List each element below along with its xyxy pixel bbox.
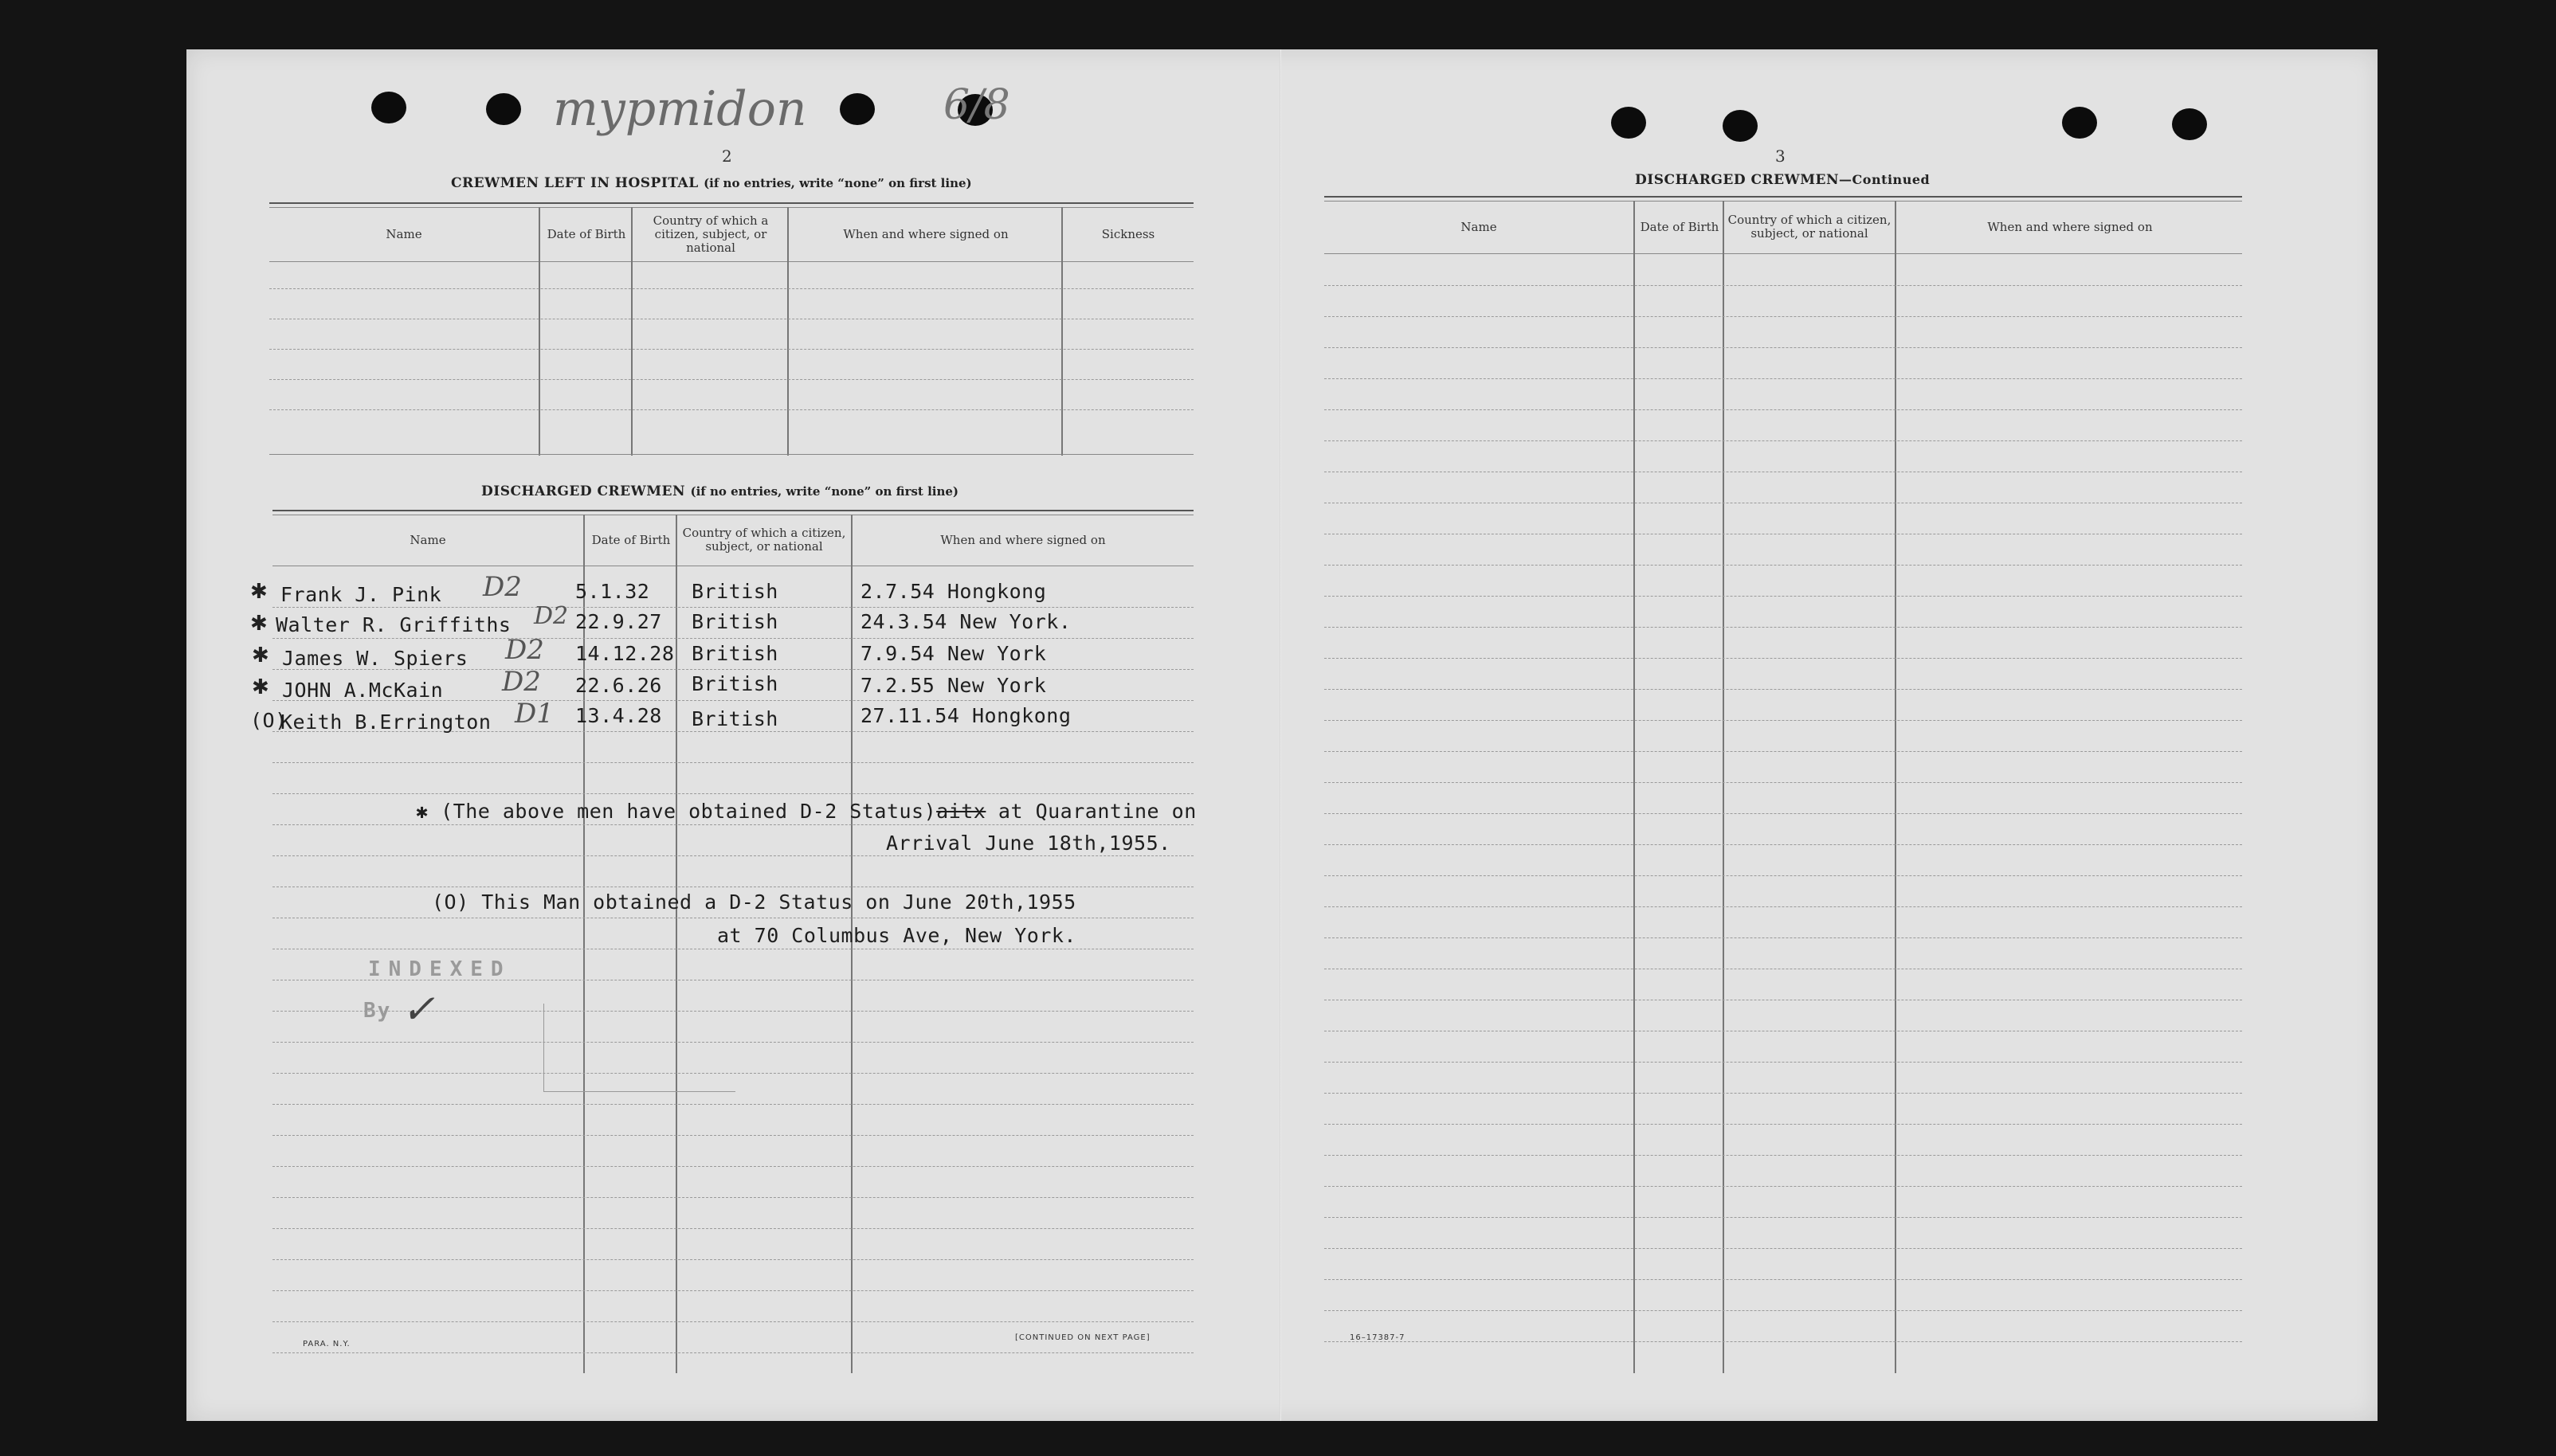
table-rule [269, 261, 1194, 262]
asterisk-mark: ✱ [252, 644, 269, 667]
column-divider [787, 207, 789, 456]
remark-d2-june20-line1: (O) This Man obtained a D-2 Status on June 20th,1955 [432, 890, 1076, 914]
crew-country: British [692, 672, 778, 695]
manifest-sheet [186, 49, 2378, 1421]
punch-hole [1723, 110, 1758, 142]
table-rule [269, 202, 1194, 204]
handwritten-ship-name: mypmidon [553, 81, 807, 137]
crew-country: British [692, 642, 778, 665]
column-divider [539, 207, 540, 456]
asterisk-mark: ✱ [252, 675, 269, 699]
ruled-line [1324, 937, 2242, 938]
ruled-line [1324, 409, 2242, 410]
table-rule [1324, 201, 2242, 202]
ruled-line [1324, 440, 2242, 441]
hospital-col-name: Name [386, 226, 422, 241]
ruled-line [1324, 285, 2242, 286]
discharged-title-note: (if no entries, write “none” on first line) [690, 484, 959, 499]
column-divider [1061, 207, 1063, 456]
ruled-line [272, 855, 1194, 856]
punch-hole [371, 92, 406, 123]
hospital-col-signed-on: When and where signed on [843, 226, 1009, 241]
ruled-line [1324, 565, 2242, 566]
crew-name: Walter R. Griffiths [276, 613, 512, 636]
crew-name: Keith B.Errington [280, 710, 492, 734]
crew-dob: 5.1.32 [575, 580, 650, 603]
punch-hole [840, 93, 875, 125]
ruled-line [1324, 1248, 2242, 1249]
crew-name: Frank J. Pink [280, 583, 442, 606]
right-col-signed-on: When and where signed on [1987, 219, 2153, 234]
indexed-stamp-by: By [363, 999, 392, 1023]
crew-name: James W. Spiers [282, 647, 468, 670]
table-rule [1324, 196, 2242, 198]
hospital-col-country: Country of which a citizen, subject, or national [653, 213, 769, 255]
remark-d2-text-b: at Quarantine on [986, 800, 1197, 823]
ruled-line [269, 379, 1194, 380]
hospital-col-sickness: Sickness [1101, 226, 1155, 241]
handwritten-initials: D2 [483, 571, 522, 603]
right-col-country: Country of which a citizen, subject, or national [1727, 213, 1892, 241]
remark-d2-status-line2: Arrival June 18th,1955. [886, 832, 1171, 855]
ruled-line [269, 349, 1194, 350]
column-divider [676, 515, 677, 1373]
ruled-line [272, 1135, 1194, 1136]
column-divider [1895, 201, 1896, 1373]
ruled-line [272, 1166, 1194, 1167]
ruled-line [269, 288, 1194, 289]
discharged-col-dob: Date of Birth [591, 532, 671, 547]
ruled-line [1324, 875, 2242, 876]
ruled-line [272, 1259, 1194, 1260]
circle-o-mark: (O) [250, 709, 288, 732]
footer-form-number: 16–17387-7 [1350, 1333, 1405, 1342]
ruled-line [272, 824, 1194, 825]
ruled-line [1324, 906, 2242, 907]
ruled-line [1324, 689, 2242, 690]
remark-d2-text: ✱ (The above men have obtained D-2 Status) [416, 800, 937, 823]
right-title-suffix: —Continued [1839, 172, 1931, 187]
ruled-line [1324, 1217, 2242, 1218]
crew-signed-on: 7.9.54 New York [860, 642, 1047, 665]
crew-signed-on: 7.2.55 New York [860, 674, 1047, 697]
crew-signed-on: 2.7.54 Hongkong [860, 580, 1047, 603]
footer-para: PARA. N.Y. [303, 1340, 351, 1348]
ruled-line [272, 1290, 1194, 1291]
crew-dob: 22.9.27 [575, 610, 662, 633]
handwritten-initials: D1 [515, 698, 554, 730]
crew-country: British [692, 580, 778, 603]
ruled-line [1324, 627, 2242, 628]
remark-d2-status-line1 [416, 800, 1197, 823]
ruled-line [1324, 1186, 2242, 1187]
ruled-line [1324, 782, 2242, 783]
right-col-dob: Date of Birth [1640, 219, 1719, 234]
hospital-col-dob: Date of Birth [547, 226, 626, 241]
hospital-title-note: (if no entries, write “none” on first line) [704, 176, 972, 190]
ruled-line [272, 1197, 1194, 1198]
ruled-line [1324, 1124, 2242, 1125]
discharged-col-country: Country of which a citizen, subject, or national [682, 526, 846, 554]
discharged-col-name: Name [410, 532, 446, 547]
ruled-line [269, 409, 1194, 410]
asterisk-mark: ✱ [250, 580, 268, 604]
page-fold [1280, 49, 1281, 1421]
handwritten-initials: D2 [534, 602, 569, 630]
ruled-line [1324, 751, 2242, 752]
ruled-line [1324, 658, 2242, 659]
ruled-line [1324, 378, 2242, 379]
ruled-line [272, 1352, 1194, 1353]
column-divider [1633, 201, 1635, 1373]
right-title-text: DISCHARGED CREWMEN [1635, 172, 1840, 188]
ruled-line [1324, 1093, 2242, 1094]
discharged-title-text: DISCHARGED CREWMEN [481, 483, 686, 499]
ruled-line [272, 638, 1194, 639]
remark-d2-struck: aitx [936, 800, 986, 823]
stamp-signature: ✓ [402, 986, 435, 1032]
punch-hole [2172, 108, 2207, 140]
ruled-line [272, 793, 1194, 794]
table-rule [272, 510, 1194, 511]
ruled-line [272, 1321, 1194, 1322]
ruled-line [1324, 844, 2242, 845]
crew-name: JOHN A.McKain [282, 679, 444, 702]
crew-country: British [692, 707, 778, 730]
punch-hole [1611, 107, 1646, 139]
indexed-stamp-text: INDEXED [368, 957, 512, 981]
handwritten-initials: D2 [505, 634, 544, 666]
punch-hole [486, 93, 521, 125]
discharged-section-title [481, 483, 958, 499]
ruled-line [272, 762, 1194, 763]
indexed-stamp [543, 1004, 735, 1092]
ruled-line [1324, 316, 2242, 317]
page-number-right: 3 [1775, 147, 1786, 166]
ruled-line [1324, 1341, 2242, 1342]
hospital-title-text: CREWMEN LEFT IN HOSPITAL [451, 175, 699, 191]
ruled-line [1324, 720, 2242, 721]
crew-dob: 22.6.26 [575, 674, 662, 697]
crew-dob: 13.4.28 [575, 704, 662, 727]
crew-country: British [692, 610, 778, 633]
ruled-line [1324, 596, 2242, 597]
right-section-title [1635, 172, 1930, 188]
crew-signed-on: 27.11.54 Hongkong [860, 704, 1072, 727]
handwritten-number: 6/8 [943, 81, 1010, 129]
remark-d2-june20-line2: at 70 Columbus Ave, New York. [717, 924, 1076, 947]
ruled-line [1324, 1155, 2242, 1156]
handwritten-initials: D2 [502, 666, 541, 698]
table-rule [1324, 253, 2242, 254]
ruled-line [1324, 347, 2242, 348]
ruled-line [272, 1228, 1194, 1229]
footer-continued: [CONTINUED ON NEXT PAGE] [1015, 1333, 1151, 1342]
ruled-line [1324, 1310, 2242, 1311]
ruled-line [1324, 813, 2242, 814]
crew-dob: 14.12.28 [575, 642, 675, 665]
punch-hole [2062, 107, 2097, 139]
column-divider [631, 207, 633, 456]
discharged-col-signed-on: When and where signed on [940, 532, 1106, 547]
ruled-line [272, 1104, 1194, 1105]
page-number-left: 2 [722, 147, 732, 166]
asterisk-mark: ✱ [250, 612, 268, 636]
ruled-line [272, 607, 1194, 608]
right-col-name: Name [1460, 219, 1497, 234]
column-divider [1723, 201, 1724, 1373]
table-rule [269, 207, 1194, 208]
hospital-section-title [451, 175, 972, 191]
table-rule [269, 454, 1194, 455]
ruled-line [1324, 1279, 2242, 1280]
ruled-line [1324, 1062, 2242, 1063]
crew-signed-on: 24.3.54 New York. [860, 610, 1072, 633]
